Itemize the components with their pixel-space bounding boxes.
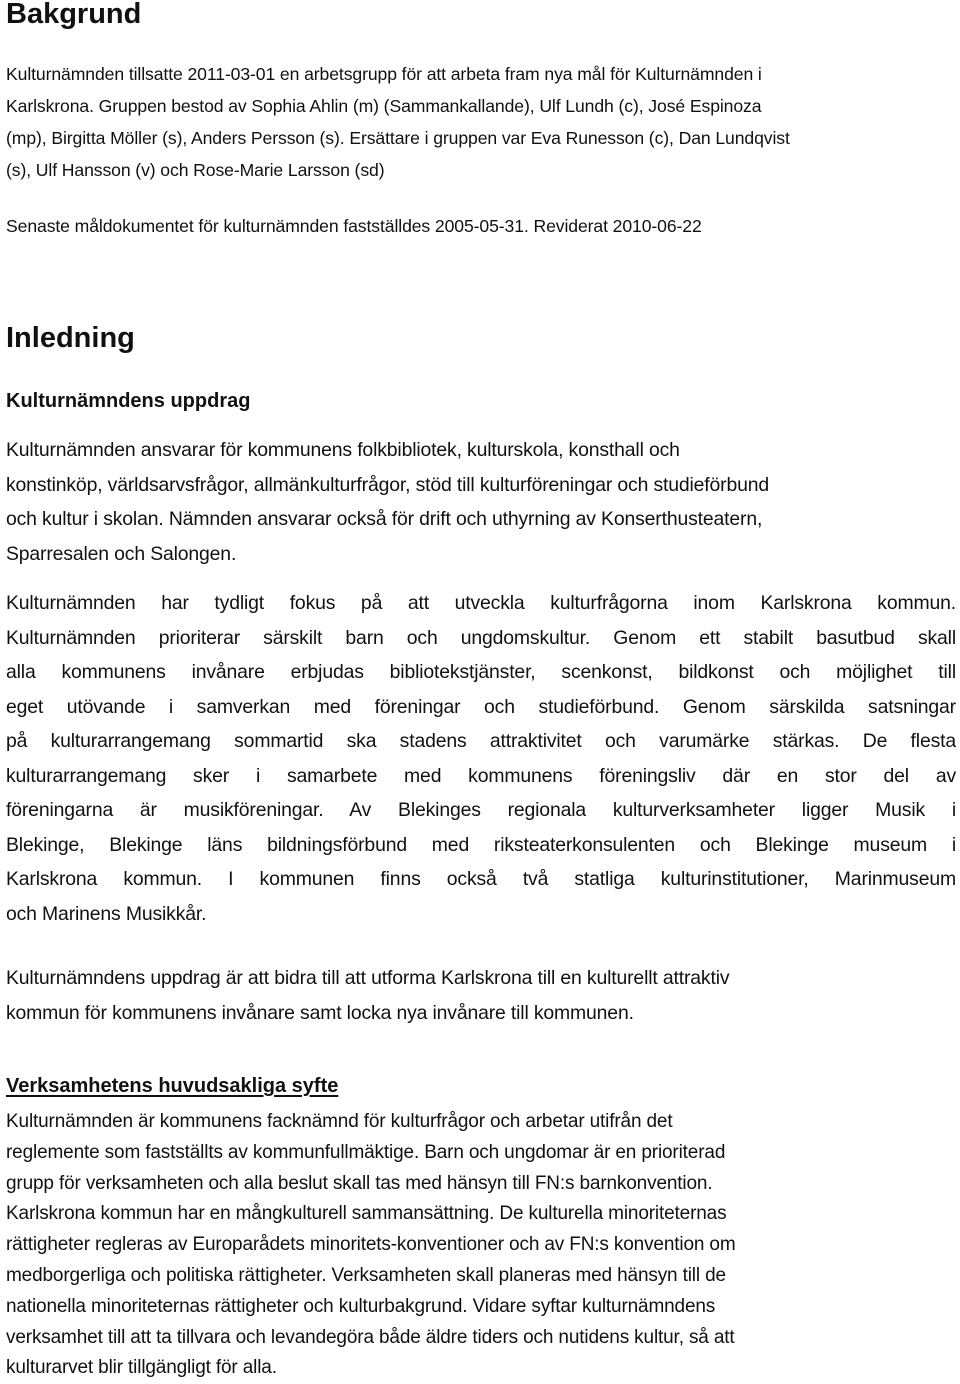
heading-inledning: Inledning bbox=[6, 322, 135, 354]
text-line: och Marinens Musikkår. bbox=[6, 902, 207, 925]
text-line: (s), Ulf Hansson (v) och Rose-Marie Larsson (sd) bbox=[6, 160, 385, 180]
text-line: rättigheter regleras av Europarådets minoritets-konventioner och av FN:s konvention om bbox=[6, 1234, 736, 1256]
syfte-paragraph-1 bbox=[6, 1107, 956, 1384]
uppdrag-paragraph-2 bbox=[6, 586, 956, 931]
text-line: Kulturnämnden tillsatte 2011-03-01 en arbetsgrupp för att arbeta fram nya mål för Kulturnämnden i bbox=[6, 64, 762, 84]
heading-kulturnamndens-uppdrag: Kulturnämndens uppdrag bbox=[6, 390, 251, 412]
text-line: Kulturnämnden ansvarar för kommunens folkbibliotek, kulturskola, konsthall och bbox=[6, 439, 680, 461]
text-line: Karlskrona kommun. I kommunen finns också två statliga kulturinstitutioner, Marinmuseum bbox=[6, 868, 956, 890]
bakgrund-paragraph-2 bbox=[6, 210, 956, 242]
text-line: Senaste måldokumentet för kulturnämnden fastställdes 2005-05-31. Reviderat 2010-06-22 bbox=[6, 216, 702, 236]
text-line: reglemente som fastställts av kommunfullmäktige. Barn och ungdomar är en prioriterad bbox=[6, 1141, 726, 1163]
text-line: konstinköp, världsarvsfrågor, allmänkulturfrågor, stöd till kulturföreningar och studieförbund bbox=[6, 473, 770, 496]
heading-bakgrund: Bakgrund bbox=[6, 0, 142, 30]
text-line: verksamhet till att ta tillvara och levandegöra både äldre tiders och nutidens kultur, så att bbox=[6, 1326, 735, 1348]
text-line: på kulturarrangemang sommartid ska stadens attraktivitet och varumärke stärkas. De flesta bbox=[6, 730, 956, 752]
text-line: eget utövande i samverkan med föreningar och studieförbund. Genom särskilda satsningar bbox=[6, 695, 956, 718]
text-line: Kulturnämndens uppdrag är att bidra till att utforma Karlskrona till en kulturellt attraktiv bbox=[6, 967, 730, 989]
text-line: medborgerliga och politiska rättigheter. Verksamheten skall planeras med hänsyn till de bbox=[6, 1264, 726, 1286]
bakgrund-paragraph-1 bbox=[6, 58, 956, 186]
text-line: kommun för kommunens invånare samt locka nya invånare till kommunen. bbox=[6, 1001, 634, 1024]
uppdrag-paragraph-1 bbox=[6, 433, 956, 571]
text-line: nationella minoriteternas rättigheter och kulturbakgrund. Vidare syftar kulturnämndens bbox=[6, 1295, 716, 1317]
text-line: kulturarvet blir tillgängligt för alla. bbox=[6, 1357, 277, 1379]
text-line: Blekinge, Blekinge läns bildningsförbund med riksteaterkonsulenten och Blekinge museum i bbox=[6, 833, 956, 856]
uppdrag-paragraph-3 bbox=[6, 961, 956, 1030]
text-line: (mp), Birgitta Möller (s), Anders Persson (s). Ersättare i gruppen var Eva Runesson (c), Dan Lundqvist bbox=[6, 128, 790, 148]
text-line: alla kommunens invånare erbjudas bibliotekstjänster, scenkonst, bildkonst och möjlighet till bbox=[6, 661, 956, 683]
text-line: Kulturnämnden prioriterar särskilt barn och ungdomskultur. Genom ett stabilt basutbud skall bbox=[6, 626, 956, 649]
text-line: kulturarrangemang sker i samarbete med kommunens föreningsliv där en stor del av bbox=[6, 764, 956, 787]
text-line: Karlskrona. Gruppen bestod av Sophia Ahlin (m) (Sammankallande), Ulf Lundh (c), José Espinoza bbox=[6, 96, 762, 116]
text-line: Kulturnämnden har tydligt fokus på att utveckla kulturfrågorna inom Karlskrona kommun. bbox=[6, 592, 956, 614]
text-line: Karlskrona kommun har en mångkulturell sammansättning. De kulturella minoriteternas bbox=[6, 1203, 727, 1225]
text-line: Sparresalen och Salongen. bbox=[6, 542, 237, 565]
text-line: Kulturnämnden är kommunens facknämnd för kulturfrågor och arbetar utifrån det bbox=[6, 1111, 673, 1132]
text-line: grupp för verksamheten och alla beslut skall tas med hänsyn till FN:s barnkonvention. bbox=[6, 1172, 713, 1194]
heading-verksamhetens-syfte: Verksamhetens huvudsakliga syfte bbox=[6, 1075, 339, 1097]
text-line: och kultur i skolan. Nämnden ansvarar också för drift och uthyrning av Konserthusteatern, bbox=[6, 508, 763, 530]
text-line: föreningarna är musikföreningar. Av Blekinges regionala kulturverksamheter ligger Musik i bbox=[6, 799, 956, 821]
